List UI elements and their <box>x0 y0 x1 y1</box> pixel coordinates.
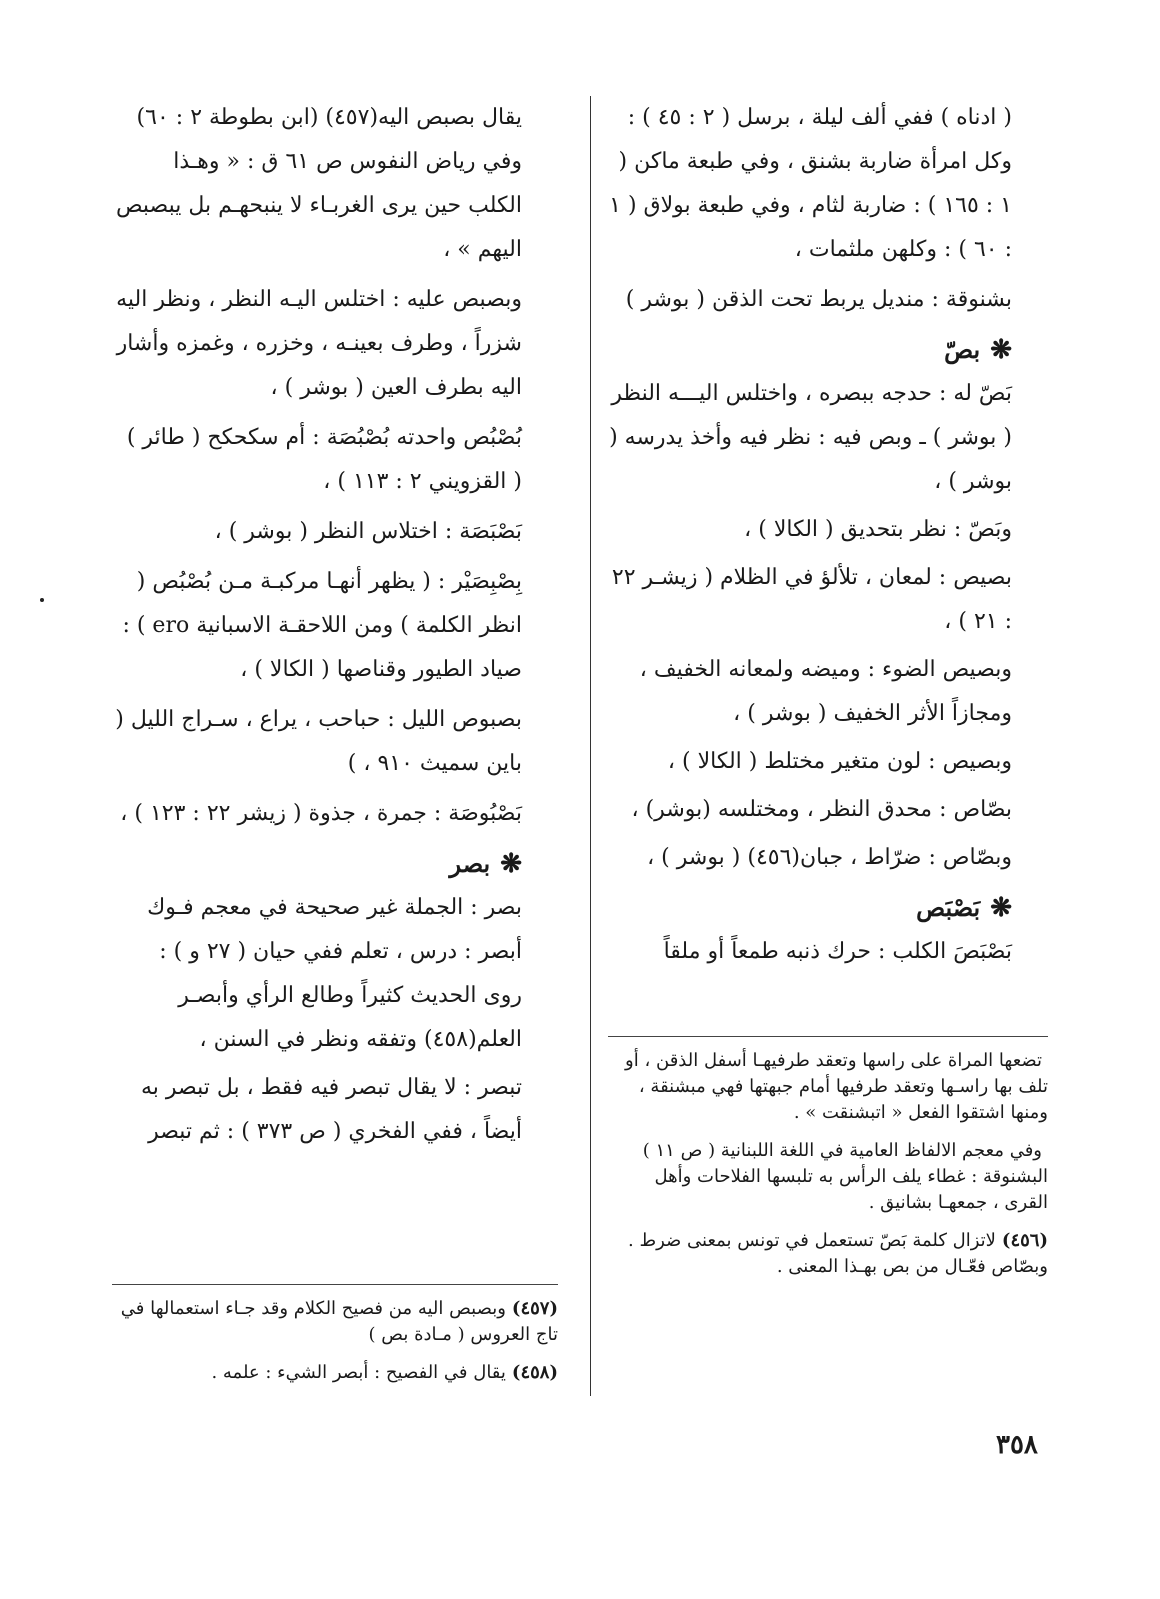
footnote-text: وبصبص اليه من فصيح الكلام وقد جـاء استعمالها في تاج العروس ( مـادة بص ) <box>120 1298 558 1345</box>
entry-paragraph: بَصْبُوصَة : جمرة ، جذوة ( زيشر ٢٢ : ١٢٣ ) ، <box>120 801 522 826</box>
entry-paragraph: وبصيص الضوء : وميضه ولمعانه الخفيف ، ومجازاً الأثر الخفيف ( بوشر ) ، <box>639 657 1012 726</box>
star-icon: ❋ <box>990 893 1012 923</box>
footnotes-right <box>608 1048 1048 1292</box>
footnote-number: (٤٥٦) <box>1001 1230 1048 1251</box>
footnote-text: وفي معجم الالفاظ العامية في اللغة اللبنانية ( ص ١١ ) البشنوقة : غطاء يلف الرأس به تلبسها الفلاحات وأهل القرى ، جمعهـا بشانيق . <box>642 1140 1048 1213</box>
page-number: ٣٥٨ <box>996 1430 1038 1460</box>
footnote <box>608 1228 1048 1280</box>
footnotes-left <box>112 1296 558 1398</box>
footnote <box>608 1138 1048 1216</box>
heading-text: بصّ <box>944 335 981 364</box>
heading-text: بصر <box>449 849 491 878</box>
entry-paragraph: يقال بصبص اليه(٤٥٧) (ابن بطوطة ٢ : ٦٠) وفي رياض النفوس ص ٦١ ق : « وهـذا الكلب حين يرى الغربـاء لا ينبحهـم بل يبصبص اليهم » ، <box>115 105 522 262</box>
footnote-text: يقال في الفصيح : أبصر الشيء : علمه . <box>211 1362 506 1383</box>
entry-heading <box>608 328 1012 372</box>
margin-dot <box>40 598 44 602</box>
entry-heading <box>114 842 522 886</box>
footnote-number: (٤٥٨) <box>511 1362 558 1383</box>
entry-paragraph: بصّاص : محدق النظر ، ومختلسه (بوشر) ، <box>631 797 1012 822</box>
footnote-rule-left <box>112 1284 558 1285</box>
star-icon: ❋ <box>500 849 522 879</box>
star-icon: ❋ <box>990 335 1012 365</box>
footnote-text: لاتزال كلمة بَصّ تستعمل في تونس بمعنى ضرط . وبصّاص فعّـال من بص بهـذا المعنى . <box>628 1230 1048 1277</box>
entry-paragraph: تبصر : لا يقال تبصر فيه فقط ، بل تبصر به أيضاً ، ففي الفخري ( ص ٣٧٣ ) : ثم تبصر <box>140 1075 522 1144</box>
entry-paragraph: وبصّاص : ضرّاط ، جبان(٤٥٦) ( بوشر ) ، <box>647 845 1012 870</box>
entry-paragraph: بصر : الجملة غير صحيحة في معجم فـوك أبصر : درس ، تعلم ففي حيان ( ٢٧ و ) : روى الحديث كثيراً وطالع الرأي وأبصـر العلم(٤٥٨) وتفقه ونظر في السنن ، <box>147 895 522 1052</box>
entry-paragraph: بِصْبِصَيْر : ( يظهر أنهـا مركبـة مـن بُصْبُص ( انظر الكلمة ) ومن اللاحقـة الاسبانية ero ) : صياد الطيور وقناصها ( الكالا ) ، <box>122 569 522 682</box>
entry-paragraph: بُصْبُص واحدته بُصْبُصَة : أم سكحكح ( طائر ) ( القزويني ٢ : ١١٣ ) ، <box>126 425 522 494</box>
right-column <box>608 96 1012 980</box>
entry-paragraph: وبصيص : لون متغير مختلط ( الكالا ) ، <box>667 749 1012 774</box>
left-column <box>114 96 522 1158</box>
entry-paragraph: وبصبص عليه : اختلس اليـه النظر ، ونظر اليه شزراً ، وطرف بعينـه ، وخزره ، وغمزه وأشار اليه بطرف العين ( بوشر ) ، <box>116 287 522 400</box>
footnote-rule-right <box>608 1036 1048 1037</box>
entry-heading <box>608 886 1012 930</box>
entry-paragraph: بصيص : لمعان ، تلألؤ في الظلام ( زيشـر ٢٢ : ٢١ ) ، <box>611 565 1012 634</box>
footnote-number: (٤٥٧) <box>511 1298 558 1319</box>
column-divider <box>590 96 591 1396</box>
entry-paragraph: وبَصّ : نظر بتحديق ( الكالا ) ، <box>744 517 1012 542</box>
entry-paragraph: بَصْبَصَ الكلب : حرك ذنبه طمعاً أو ملقاً <box>663 939 1012 964</box>
entry-paragraph: بَصْبَصَة : اختلاس النظر ( بوشر ) ، <box>214 519 522 544</box>
entry-paragraph: بشنوقة : منديل يربط تحت الذقن ( بوشر ) <box>625 287 1012 312</box>
entry-paragraph: بصبوص الليل : حباحب ، يراع ، سـراج الليل ( باين سميث ٩١٠ ، ) <box>115 707 522 776</box>
footnote <box>112 1360 558 1386</box>
heading-text: بَصْبَص <box>916 893 981 922</box>
entry-paragraph: ( ادناه ) ففي ألف ليلة ، برسل ( ٢ : ٤٥ ) : وكل امرأة ضاربة بشنق ، وفي طبعة ماكن ( ١ : ١٦٥ ) : ضاربة لثام ، وفي طبعة بولاق ( ١ : ٦٠ ) : وكلهن ملثمات ، <box>609 105 1012 262</box>
footnote <box>112 1296 558 1348</box>
footnote-text: تضعها المراة على راسها وتعقد طرفيهـا أسفل الذقن ، أو تلف بها راسـها وتعقد طرفيها أمام جبهتها فهي مبشنقة ، ومنها اشتقوا الفعل « اتبشنقت » . <box>625 1050 1048 1123</box>
entry-paragraph: بَصّ له : حدجه ببصره ، واختلس اليـــه النظر ( بوشر ) ـ وبص فيه : نظر فيه وأخذ يدرسه ( بوشر ) ، <box>609 381 1012 494</box>
footnote <box>608 1048 1048 1126</box>
